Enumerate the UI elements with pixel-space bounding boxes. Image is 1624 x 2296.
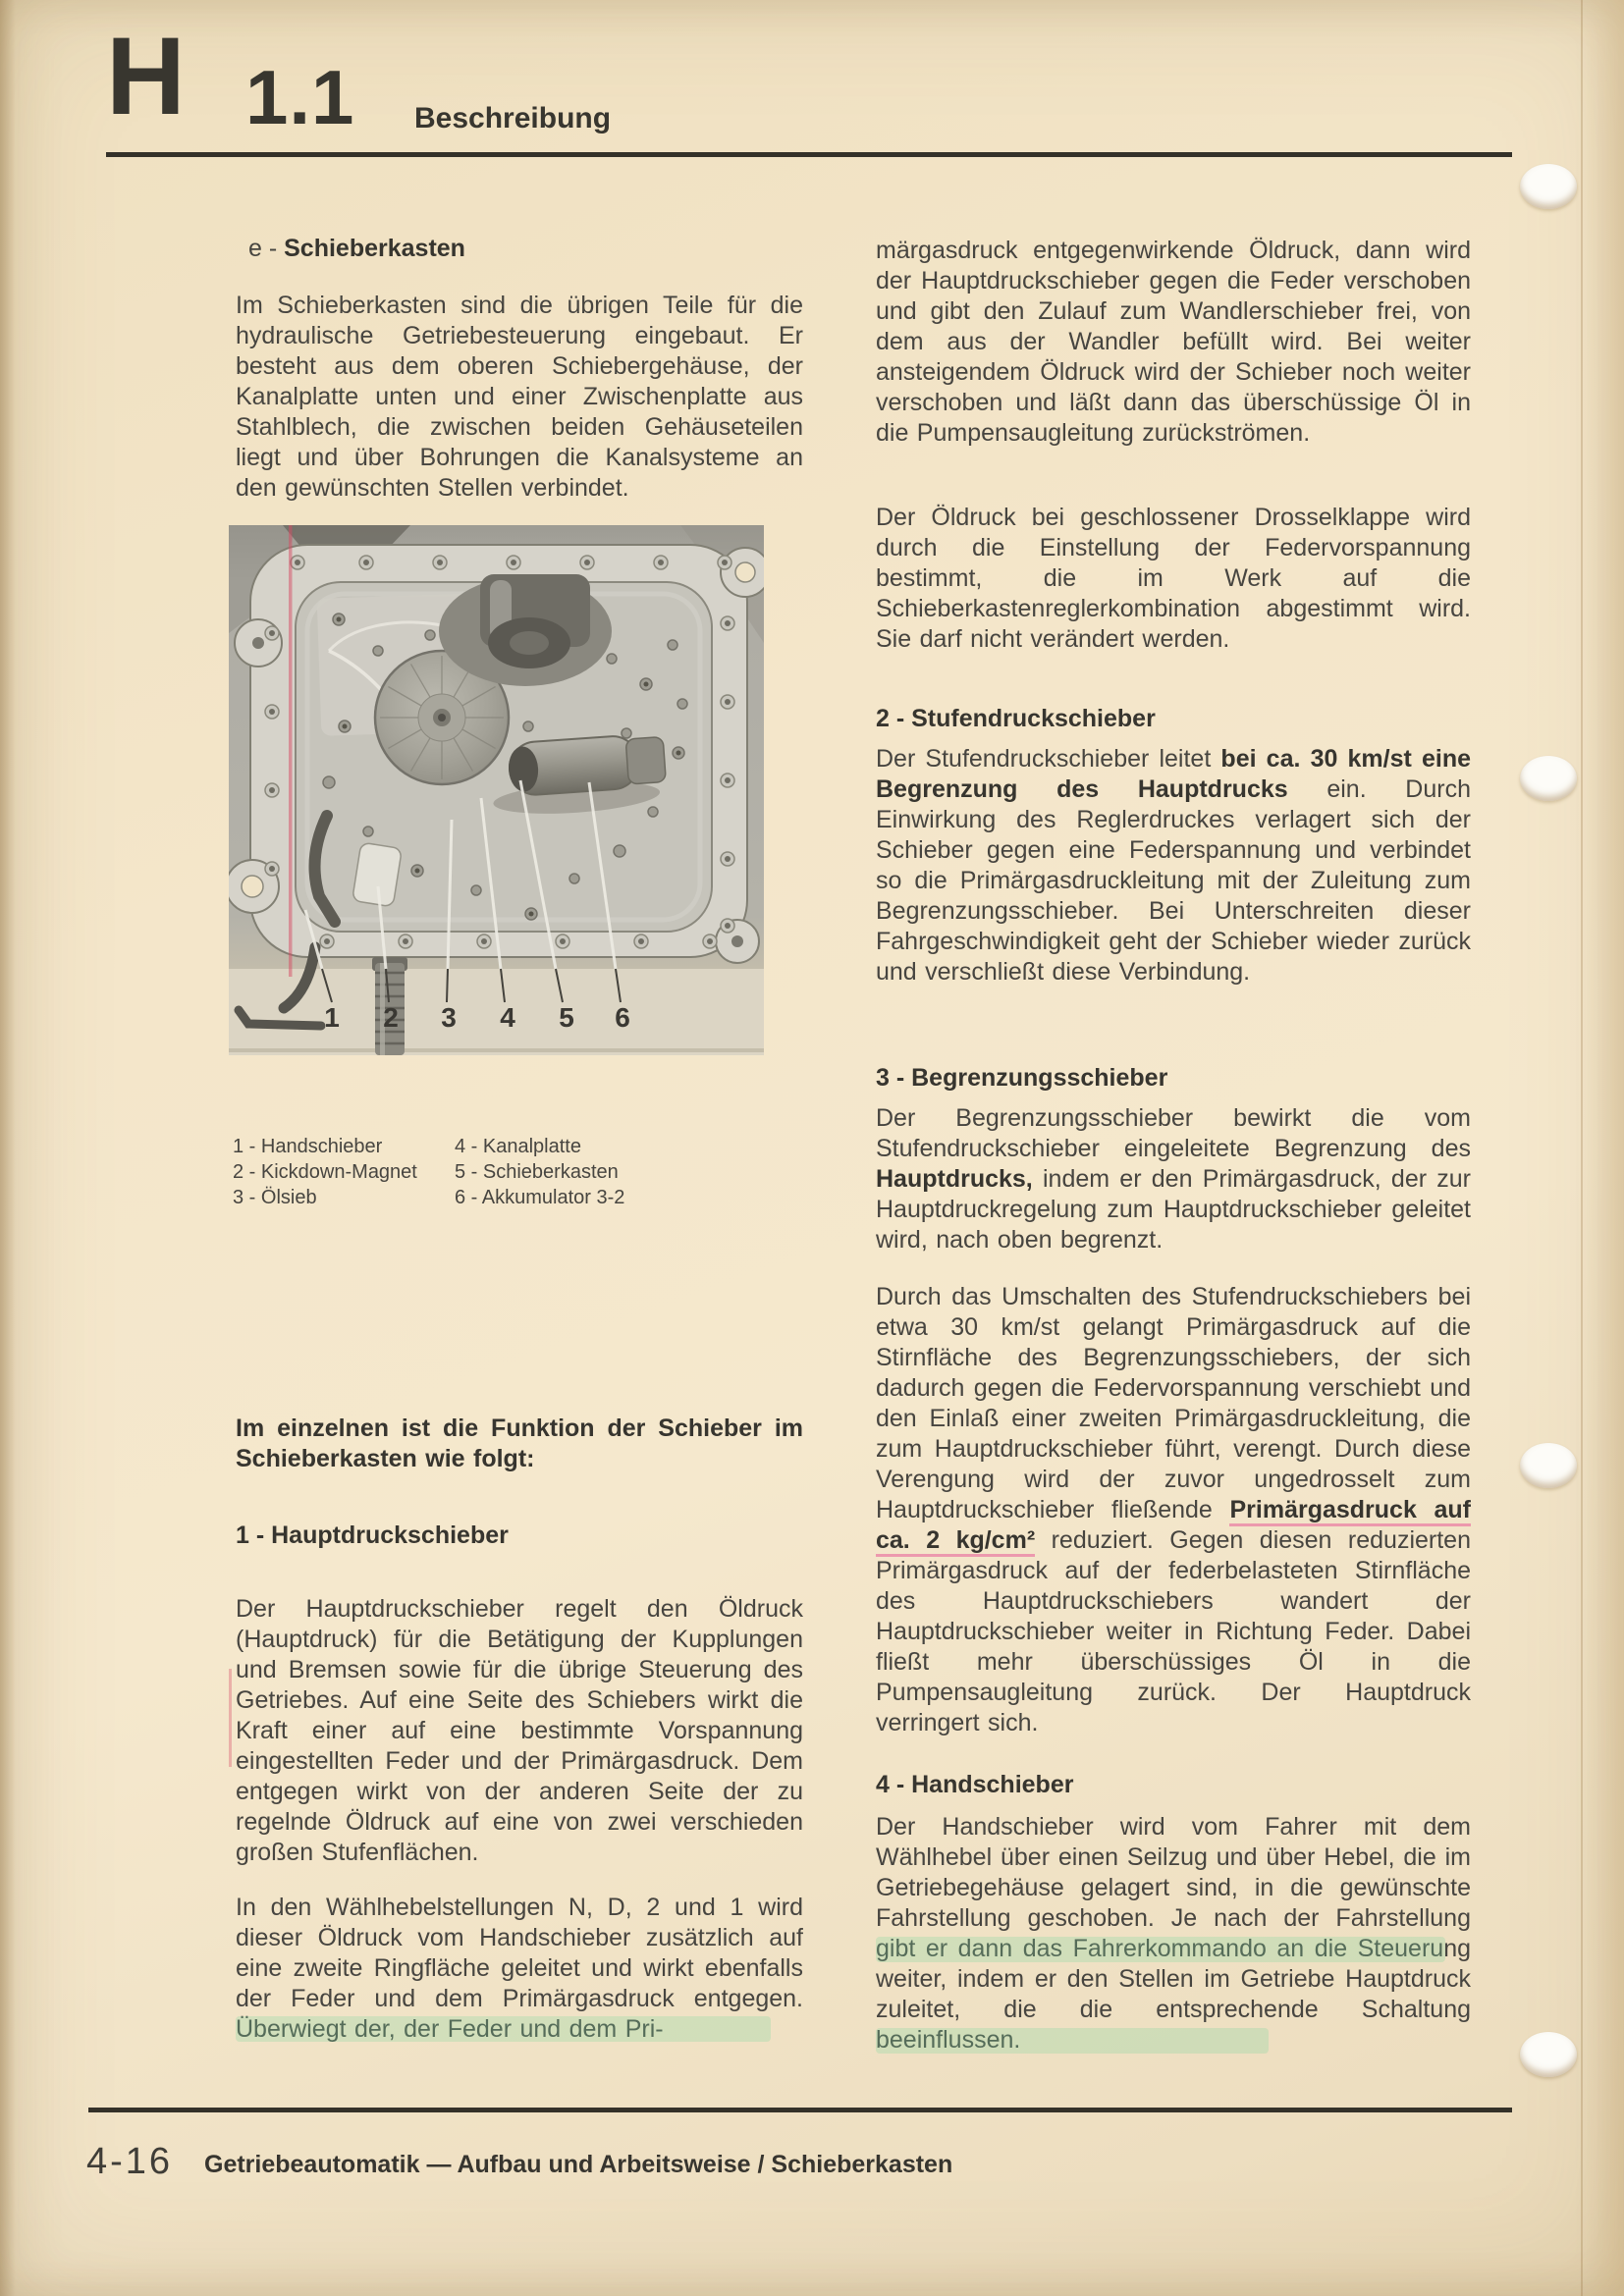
bold-segment: bei ca. 30 km/st eine Begrenzung des Hauptdrucks: [876, 745, 1471, 803]
heading-hauptdruckschieber: 1 - Hauptdruckschieber: [236, 1522, 509, 1549]
text-segment: Durch das Umschalten des Stufendruckschiebers bei etwa 30 km/st gelangt Primärgasdruck auf die Stirnfläche des Begrenzungsschiebers, der sich dadurch gegen die Federvorspannung verschiebt und den Einlaß einer zweiten Primärgasdruckleitung, die zum Hauptdruckschieber führt, verengt. Durch diese Verengung wird der zuvor ungedrosselt zum Hauptdruckschieber fließende: [876, 1283, 1471, 1523]
figure-callout-6: 6: [615, 1002, 630, 1033]
bold-segment: Hauptdrucks,: [876, 1165, 1033, 1193]
section-title: Schieberkasten: [284, 235, 465, 262]
red-margin-mark: [229, 1669, 232, 1767]
legend-item-5: 5 - Schieberkasten: [455, 1161, 619, 1183]
page-left-edge-shadow: [0, 0, 16, 2296]
paragraph-schieberkasten-intro: Im Schieberkasten sind die übrigen Teile für die hydraulische Getriebesteuerung eingebaut. Er besteht aus dem oberen Schiebergehäuse, der Kanalplatte unten und einer Zwischenplatte aus Stahlblech, die zwischen beiden Gehäuseteilen liegt und über Bohrungen die Kanalsysteme an den gewünschten Stellen verbindet.: [236, 292, 803, 502]
text-segment: Der Stufendruckschieber leitet: [876, 745, 1221, 773]
figure-callout-4: 4: [500, 1002, 515, 1033]
text-segment: ein. Durch Einwirkung des Reglerdruckes verlagert sich der Schieber gegen eine Federspannung und verbindet so die Primärgasdruckleitung mit der Zuleitung zum Begrenzungsschieber. Bei Unterschreiten dieser Fahrgeschwindigkeit geht der Schieber wieder zurück und verschließt diese Verbindung.: [876, 775, 1471, 986]
green-highlight-mark: [236, 2016, 771, 2042]
heading-begrenzungsschieber: 3 - Begrenzungsschieber: [876, 1064, 1168, 1092]
legend-item-4: 4 - Kanalplatte: [455, 1136, 581, 1157]
punch-hole: [1520, 164, 1577, 209]
section-heading-schieberkasten: [248, 234, 465, 264]
figure-callout-2: 2: [383, 1002, 399, 1033]
text-segment: indem er den Primärgasdruck, der zur Hauptdruckregelung zum Hauptdruckschieber geleitet wird, nach oben begrenzt.: [876, 1165, 1471, 1254]
legend-item-2: 2 - Kickdown-Magnet: [233, 1161, 417, 1183]
paragraph-begrenzungsschieber-1: [876, 1103, 1471, 1255]
red-marker-line: [289, 525, 293, 977]
header-title: Beschreibung: [414, 102, 612, 134]
figure-legend: [233, 1134, 624, 1210]
punch-hole: [1520, 1443, 1577, 1488]
intro-bold-text: Im einzelnen ist die Funktion der Schieber im Schieberkasten wie folgt:: [236, 1415, 803, 1472]
footer-title: Getriebeautomatik — Aufbau und Arbeitsweise / Schieberkasten: [204, 2151, 953, 2178]
heading-stufendruckschieber: 2 - Stufendruckschieber: [876, 705, 1156, 732]
figure-callout-3: 3: [441, 1002, 457, 1033]
legend-item-3: 3 - Ölsieb: [233, 1187, 317, 1208]
punch-hole: [1520, 2032, 1577, 2077]
page-number: 4-16: [86, 2141, 174, 2182]
paragraph-drosselklappe: Der Öldruck bei geschlossener Drosselklappe wird durch die Einstellung der Federvorspannung bestimmt, die im Werk auf die Schieberkastenreglerkombination abgestimmt wird. Sie darf nicht verändert werden.: [876, 504, 1471, 653]
legend-item-6: 6 - Akkumulator 3-2: [455, 1187, 625, 1208]
green-highlight-mark: [876, 2028, 1269, 2054]
bold-underlined-segment: Primärgasdruck auf ca. 2 kg/cm²: [876, 1496, 1471, 1557]
paragraph-stufendruckschieber: [876, 744, 1471, 988]
section-letter: e -: [248, 235, 285, 262]
footer-rule: [88, 2108, 1512, 2112]
valve-body-photo: [229, 525, 764, 1055]
paragraph-hauptdruckschieber-2: In den Wählhebelstellungen N, D, 2 und 1 wird dieser Öldruck vom Handschieber zusätzlich auf eine zweite Ringfläche geleitet und wirkt ebenfalls der Feder und dem Primärgasdruck entgegen. Überwiegt der, der Feder und dem Pri-: [236, 1894, 803, 2043]
paragraph-handschieber: Der Handschieber wird vom Fahrer mit dem Wählhebel über einen Seilzug und über Hebel, die im Getriebegehäuse gelagert sind, in die gewünschte Fahrstellung geschoben. Je nach der Fahrstellung gibt er dann das Fahrerkommando an die Steuerung weiter, indem er den Stellen im Getriebe Hauptdruck zuleitet, die die entsprechende Schaltung beeinflussen.: [876, 1813, 1471, 2054]
punch-hole: [1520, 756, 1577, 801]
header-section-number: 1.1: [245, 54, 355, 140]
paragraph-hauptdruck-continuation: märgasdruck entgegenwirkende Öldruck, dann wird der Hauptdruckschieber gegen die Feder verschoben und gibt den Zulauf zum Wandlerschieber frei, von dem aus der Wandler befüllt wird. Bei weiter ansteigendem Öldruck wird der Schieber noch weiter verschoben und läßt dann das überschüssige Öl in die Pumpensaugleitung zurückströmen.: [876, 237, 1471, 447]
legend-item-1: 1 - Handschieber: [233, 1136, 383, 1157]
header-rule: [106, 152, 1512, 157]
figure-callout-5: 5: [559, 1002, 574, 1033]
text-segment: reduziert. Gegen diesen reduzierten Primärgasdruck auf der federbelasteten Stirnfläche des Hauptdruckschiebers wandert der Hauptdruckschieber weiter in Richtung Feder. Dabei fließt mehr überschüssiges Öl in die Pumpensaugleitung zurück. Der Hauptdruck verringert sich.: [876, 1526, 1471, 1736]
page-right-edge-shadow: [1583, 0, 1624, 2296]
valve-body-figure: [229, 525, 764, 1055]
paragraph-begrenzungsschieber-2: [876, 1282, 1471, 1738]
header-section-letter: H: [106, 15, 183, 137]
text-segment: Der Begrenzungsschieber bewirkt die vom Stufendruckschieber eingeleitete Begrenzung des: [876, 1104, 1471, 1162]
green-highlight-mark: [876, 1937, 1445, 1962]
figure-callout-1: 1: [324, 1002, 340, 1033]
heading-handschieber: 4 - Handschieber: [876, 1771, 1074, 1798]
paragraph-hauptdruckschieber-1: Der Hauptdruckschieber regelt den Öldruck (Hauptdruck) für die Betätigung der Kupplungen und Bremsen sowie für die übrige Steuerung des Getriebes. Auf eine Seite des Schiebers wirkt die Kraft einer auf eine bestimmte Vorspannung eingestellten Feder und der Primärgasdruck. Dem entgegen wirkt von der anderen Seite der zu regelnde Öldruck auf eine von zwei verschieden großen Stufenflächen.: [236, 1595, 803, 1866]
